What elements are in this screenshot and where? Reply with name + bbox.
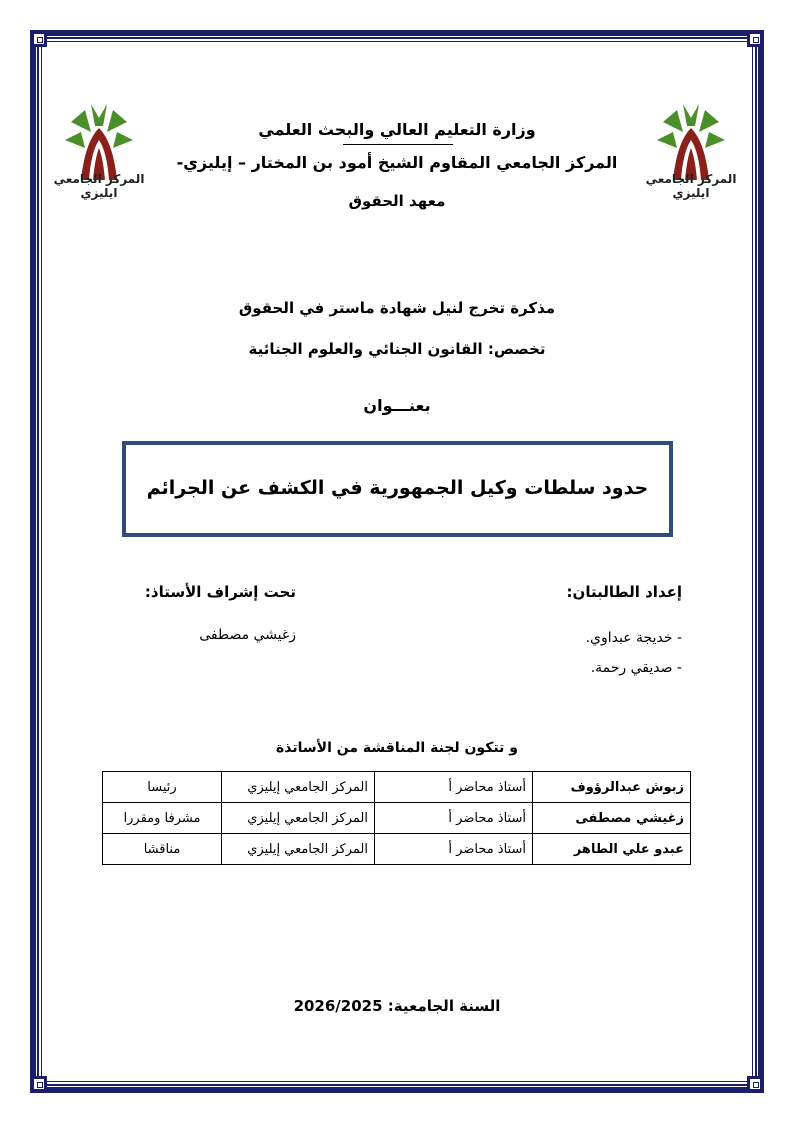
corner-ornament-bottom-right <box>747 1076 763 1092</box>
supervisor-name: زغيشي مصطفى <box>199 627 296 643</box>
specialty-line: تخصص: القانون الجنائي والعلوم الجنائية <box>248 340 546 358</box>
student-name-1: - خديجة عبداوي. <box>585 630 682 646</box>
ministry-name: وزارة التعليم العالي والبحث العلمي <box>258 120 536 139</box>
table-row <box>103 803 691 834</box>
committee-heading: و تتكون لجنة المناقشة من الأساتذة <box>276 740 518 756</box>
header-divider <box>343 144 453 145</box>
corner-ornament-top-left <box>31 31 47 47</box>
member-institution: المركز الجامعي إيليزي <box>222 772 375 803</box>
academic-year: السنة الجامعية: 2026/2025 <box>293 997 501 1015</box>
supervisor-label: تحت إشراف الأستاذ: <box>144 583 296 601</box>
member-rank: أستاذ محاضر أ <box>375 772 533 803</box>
university-name: المركز الجامعي المقاوم الشيخ أمود بن المختار – إيليزي- <box>176 153 618 172</box>
corner-ornament-top-right <box>747 31 763 47</box>
title-label: بعنـــوان <box>363 396 431 415</box>
member-rank: أستاذ محاضر أ <box>375 803 533 834</box>
students-label: إعداد الطالبتان: <box>566 583 682 601</box>
thesis-title: حدود سلطات وكيل الجمهورية في الكشف عن الجرائم <box>146 477 649 499</box>
student-name-2: - صديقي رحمة. <box>590 660 682 676</box>
university-logo-left <box>51 102 147 202</box>
corner-ornament-bottom-left <box>31 1076 47 1092</box>
member-role: مناقشا <box>103 834 222 865</box>
logo-caption: المركز الجامعي ايليزي <box>53 172 145 200</box>
member-role: مشرفا ومقررا <box>103 803 222 834</box>
table-row <box>103 834 691 865</box>
member-rank: أستاذ محاضر أ <box>375 834 533 865</box>
institute-name: معهد الحقوق <box>348 192 446 210</box>
member-institution: المركز الجامعي إيليزي <box>222 834 375 865</box>
degree-line: مذكرة تخرج لنيل شهادة ماستر في الحقوق <box>238 299 556 317</box>
member-name: عبدو علي الطاهر <box>533 834 691 865</box>
member-role: رئيسا <box>103 772 222 803</box>
member-name: زبوش عبدالرؤوف <box>533 772 691 803</box>
logo-caption: المركز الجامعي ايليزي <box>645 172 737 200</box>
table-row <box>103 772 691 803</box>
member-institution: المركز الجامعي إيليزي <box>222 803 375 834</box>
member-name: زغيشي مصطفى <box>533 803 691 834</box>
university-logo-right <box>643 102 739 202</box>
committee-table <box>102 771 691 865</box>
thesis-title-box <box>122 441 673 537</box>
